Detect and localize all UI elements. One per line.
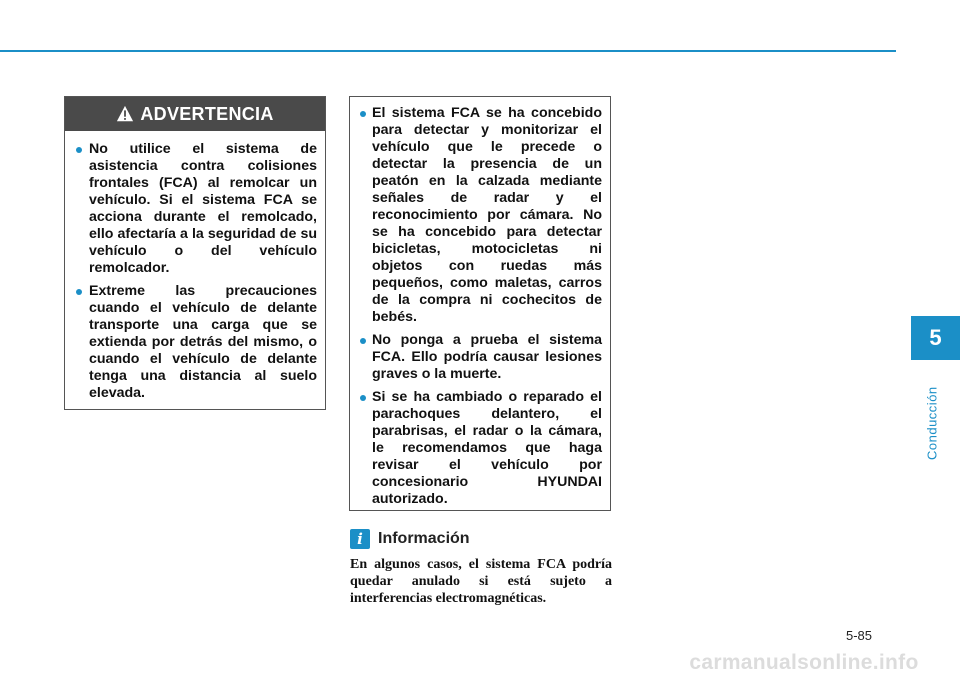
info-heading-row: [350, 529, 470, 549]
chapter-name: Conducción: [924, 386, 940, 460]
warning-title: ADVERTENCIA: [140, 103, 274, 124]
warning-box: [64, 96, 326, 410]
page-number: 5-85: [846, 628, 873, 643]
warning-item: No utilice el sistema de asistencia contra colisiones frontales (FCA) al remolcar un vehículo. Si el sistema FCA se acciona durante el remolcado, ello afectaría a la seguridad de su vehículo o del vehículo remolcador.: [75, 141, 317, 277]
top-rule: [0, 50, 896, 52]
info-icon: i: [350, 529, 370, 549]
notes-list: [350, 97, 610, 508]
warning-header: [65, 97, 325, 131]
note-item: Si se ha cambiado o reparado el parachoques delantero, el parabrisas, el radar o la cámara, le recomendamos que haga revisar el vehículo por concesionario HYUNDAI autorizado.: [360, 389, 602, 508]
watermark: carmanualsonline.info: [689, 651, 919, 674]
info-title: Información: [378, 530, 470, 547]
notes-box: [349, 96, 611, 511]
note-item: El sistema FCA se ha concebido para detectar y monitorizar el vehículo que le precede o detectar la presencia de un peatón en la calzada mediante señales de radar y el reconocimiento por cámara. No se ha concebido para detectar bicicletas, motocicletas ni objetos con ruedas más pequeños, como maletas, carros de la compra ni cochecitos de bebés.: [360, 105, 602, 326]
warning-triangle-icon: [116, 105, 134, 123]
chapter-tab: 5: [911, 316, 960, 360]
warning-item: Extreme las precauciones cuando el vehículo de delante transporte una carga que se extienda por detrás del mismo, o cuando el vehículo de delante tenga una distancia al suelo elevada.: [75, 283, 317, 402]
warning-list: [65, 131, 325, 402]
note-item: No ponga a prueba el sistema FCA. Ello podría causar lesiones graves o la muerte.: [360, 332, 602, 383]
info-text: En algunos casos, el sistema FCA podría quedar anulado si está sujeto a interferencias electromagnéticas.: [350, 557, 612, 606]
